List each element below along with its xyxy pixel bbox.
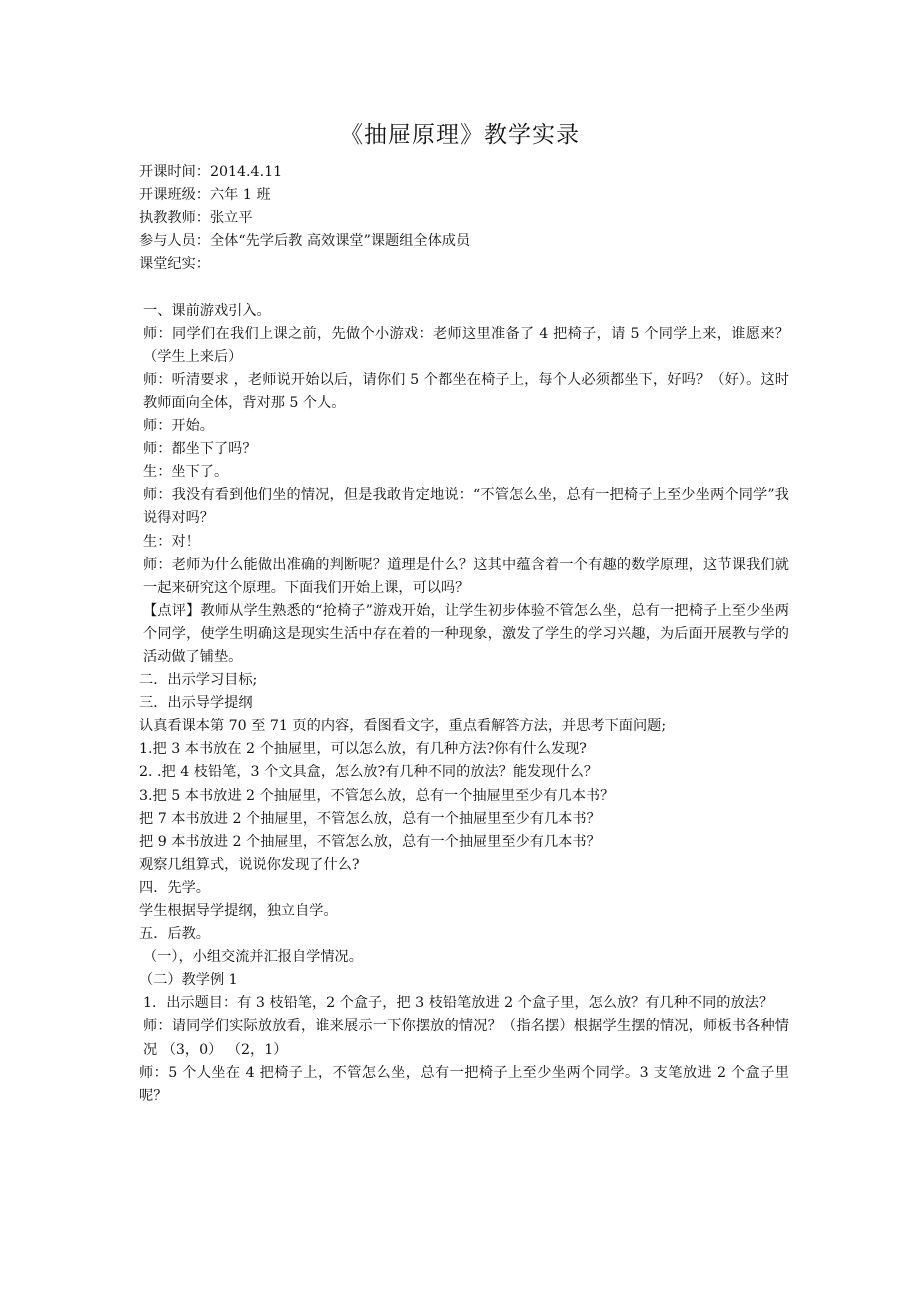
paragraph: 师：5 个人坐在 4 把椅子上，不管怎么坐，总有一把椅子上至少坐两个同学。3 支笔放进 2 个盒子里呢？ [139,1064,789,1104]
meta-participants: 参与人员：全体“先学后教 高效课堂”课题组全体成员 [139,233,471,250]
paragraph: 师：都坐下了吗？ [143,441,257,458]
paragraph: 学生根据导学提纲，独立自学。 [139,903,338,919]
paragraph: 认真看课本第 70 至 71 页的内容，看图看文字，重点看解答方法，并思考下面问题; [139,718,667,735]
comment-paragraph: 【点评】教师从学生熟悉的“抢椅子”游戏开始，让学生初步体验不管怎么坐，总有一把椅子上至少坐两个同学，使学生明确这是现实生活中存在着的一种现象，激发了学生的学习兴趣，为后面开展教与学的活动做了铺垫。 [143,602,789,665]
subsection-heading: （一），小组交流并汇报自学情况。 [143,949,363,966]
document-title: 《抽屉原理》教学实录 [340,122,580,148]
paragraph: 生：坐下了。 [143,464,229,481]
paragraph: 师：老师为什么能做出准确的判断呢？道理是什么？这其中蕴含着一个有趣的数学原理，这节课我们就一起来研究这个原理。下面我们开始上课，可以吗？ [143,556,789,596]
document-body [139,161,789,1108]
paragraph: 1．出示题目：有 3 枝铅笔，2 个盒子，把 3 枝铅笔放进 2 个盒子里，怎么放？有几种不同的放法？ [143,995,774,1012]
paragraph: 生：对！ [143,533,200,550]
paragraph: 师：听清要求 ，老师说开始以后，请你们 5 个都坐在椅子上，每个人必须都坐下，好吗？（好）。这时教师面向全体，背对那 5 个人。 [143,371,789,411]
paragraph: 师：我没有看到他们坐的情况，但是我敢肯定地说：“不管怎么坐，总有一把椅子上至少坐两个同学”我说得对吗？ [143,487,789,527]
meta-record-label: 课堂纪实： [139,256,210,273]
section-heading: 四．先学。 [139,879,210,896]
meta-class-time: 开课时间：2014.4.11 [139,164,283,180]
section-heading: 五．后教。 [139,926,210,943]
paragraph: 师：同学们在我们上课之前，先做个小游戏：老师这里准备了 4 把椅子，请 5 个同学上来，谁愿来？（学生上来后） [143,325,789,365]
question-item: 把 7 本书放进 2 个抽屉里，不管怎么放，总有一个抽屉里至少有几本书？ [139,810,601,827]
paragraph: 师：开始。 [143,418,214,435]
section-heading: 二．出示学习目标; [139,672,258,689]
section-heading: 三．出示导学提纲 [139,695,253,712]
question-item: 1.把 3 本书放在 2 个抽屉里，可以怎么放，有几种方法?你有什么发现? [139,741,587,758]
paragraph: 师：请同学们实际放放看，谁来展示一下你摆放的情况？（指名摆）根据学生摆的情况，师板书各种情况 （3，0） （2，1） [143,1018,789,1058]
meta-teacher: 执教教师：张立平 [139,210,253,227]
question-item: 观察几组算式，说说你发现了什么? [139,856,360,873]
section-heading: 一、课前游戏引入。 [143,302,271,319]
blank-line [139,276,789,299]
question-item: 2. .把 4 枝铅笔，3 个文具盒，怎么放?有几种不同的放法？能发现什么？ [139,764,598,781]
meta-class-name: 开课班级：六年 1 班 [139,187,271,204]
question-item: 3.把 5 本书放进 2 个抽屉里，不管怎么放，总有一个抽屉里至少有几本书？ [139,787,615,804]
question-item: 把 9 本书放进 2 个抽屉里，不管怎么放，总有一个抽屉里至少有几本书？ [139,833,601,850]
subsection-heading: （二）教学例 1 [139,972,238,989]
